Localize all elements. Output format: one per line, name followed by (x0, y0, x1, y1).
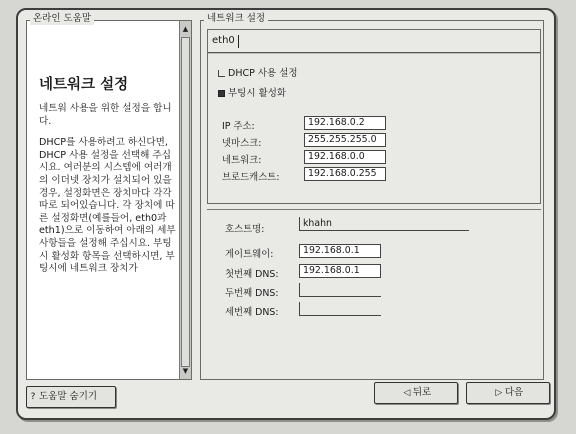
help-panel (26, 20, 192, 380)
dns3-label: 세번째 DNS: (225, 307, 279, 318)
dns2-field[interactable] (299, 283, 381, 297)
broadcast-label: 브로드캐스트: (222, 172, 280, 183)
scroll-down-icon[interactable]: ▼ (182, 367, 189, 375)
boot-activate-checkbox-row[interactable] (218, 85, 286, 99)
ip-field[interactable]: 192.168.0.2 (304, 116, 386, 130)
help-body (39, 103, 179, 285)
dns1-label: 첫번째 DNS: (225, 269, 279, 280)
network-group-title: 네트워크 설정 (204, 13, 268, 25)
help-scrollbar[interactable] (179, 21, 191, 379)
dhcp-checkbox[interactable] (218, 70, 225, 77)
hide-help-label: 도움말 숨기기 (39, 391, 98, 402)
dns3-field[interactable] (299, 302, 381, 316)
dns1-field[interactable]: 192.168.0.1 (299, 264, 381, 278)
netmask-label: 넷마스크: (222, 138, 262, 149)
back-label: 뒤로 (412, 387, 432, 398)
next-button[interactable] (466, 382, 550, 404)
back-button[interactable] (374, 382, 458, 404)
hostname-label: 호스트명: (225, 224, 265, 235)
right-arrow-icon: ▷ (495, 388, 503, 398)
scroll-up-icon[interactable]: ▲ (182, 25, 189, 33)
dns2-label: 두번째 DNS: (225, 288, 279, 299)
tab-underline-highlight (208, 53, 540, 54)
device-tab-panel (207, 29, 541, 204)
netmask-field[interactable]: 255.255.255.0 (304, 133, 386, 147)
help-paragraph: DHCP를 사용하려고 하신다면, DHCP 사용 설정을 선택해 주십시요. 여러분의 시스템에 여러개의 이더넷 장치가 설치되어 있을 경우, 설정화면은 장치마다 각각 따로 되어있습니다. 각 장치에 따른 설정화면(예를들어, eth0과 eth1)으로 이동하여 아래의 세부 사항들을 설정해 주십시요. 부팅시 활성화 항목을 선택하시면, 부팅시에 네트워크 장치가 (39, 137, 176, 275)
section-divider (207, 209, 541, 210)
tab-divider (238, 35, 239, 48)
dhcp-checkbox-row[interactable] (218, 65, 298, 79)
left-arrow-icon: ◁ (403, 388, 411, 398)
boot-activate-checkbox-label: 부팅시 활성화 (228, 88, 287, 99)
help-content (27, 21, 179, 379)
ip-label: IP 주소: (222, 121, 255, 132)
dhcp-checkbox-label: DHCP 사용 설정 (228, 68, 298, 79)
tab-eth0[interactable]: eth0 (212, 35, 235, 46)
network-settings-panel (200, 20, 544, 380)
gateway-field[interactable]: 192.168.0.1 (299, 244, 381, 258)
installer-window (16, 8, 556, 420)
network-label: 네트워크: (222, 155, 262, 166)
help-paragraph: 네트워 사용을 위한 설정을 합니다. (39, 103, 172, 127)
gateway-label: 게이트웨이: (225, 249, 274, 260)
broadcast-field[interactable]: 192.168.0.255 (304, 167, 386, 181)
help-group-title: 온라인 도움말 (30, 13, 94, 25)
hide-help-button[interactable] (26, 386, 116, 408)
network-field[interactable]: 192.168.0.0 (304, 150, 386, 164)
question-icon: ? (30, 392, 36, 402)
boot-activate-checkbox[interactable] (218, 90, 225, 97)
next-label: 다음 (504, 387, 524, 398)
hostname-field[interactable]: khahn (299, 217, 469, 231)
help-title: 네트워크 설정 (39, 77, 129, 93)
scrollbar-thumb[interactable] (181, 37, 190, 367)
